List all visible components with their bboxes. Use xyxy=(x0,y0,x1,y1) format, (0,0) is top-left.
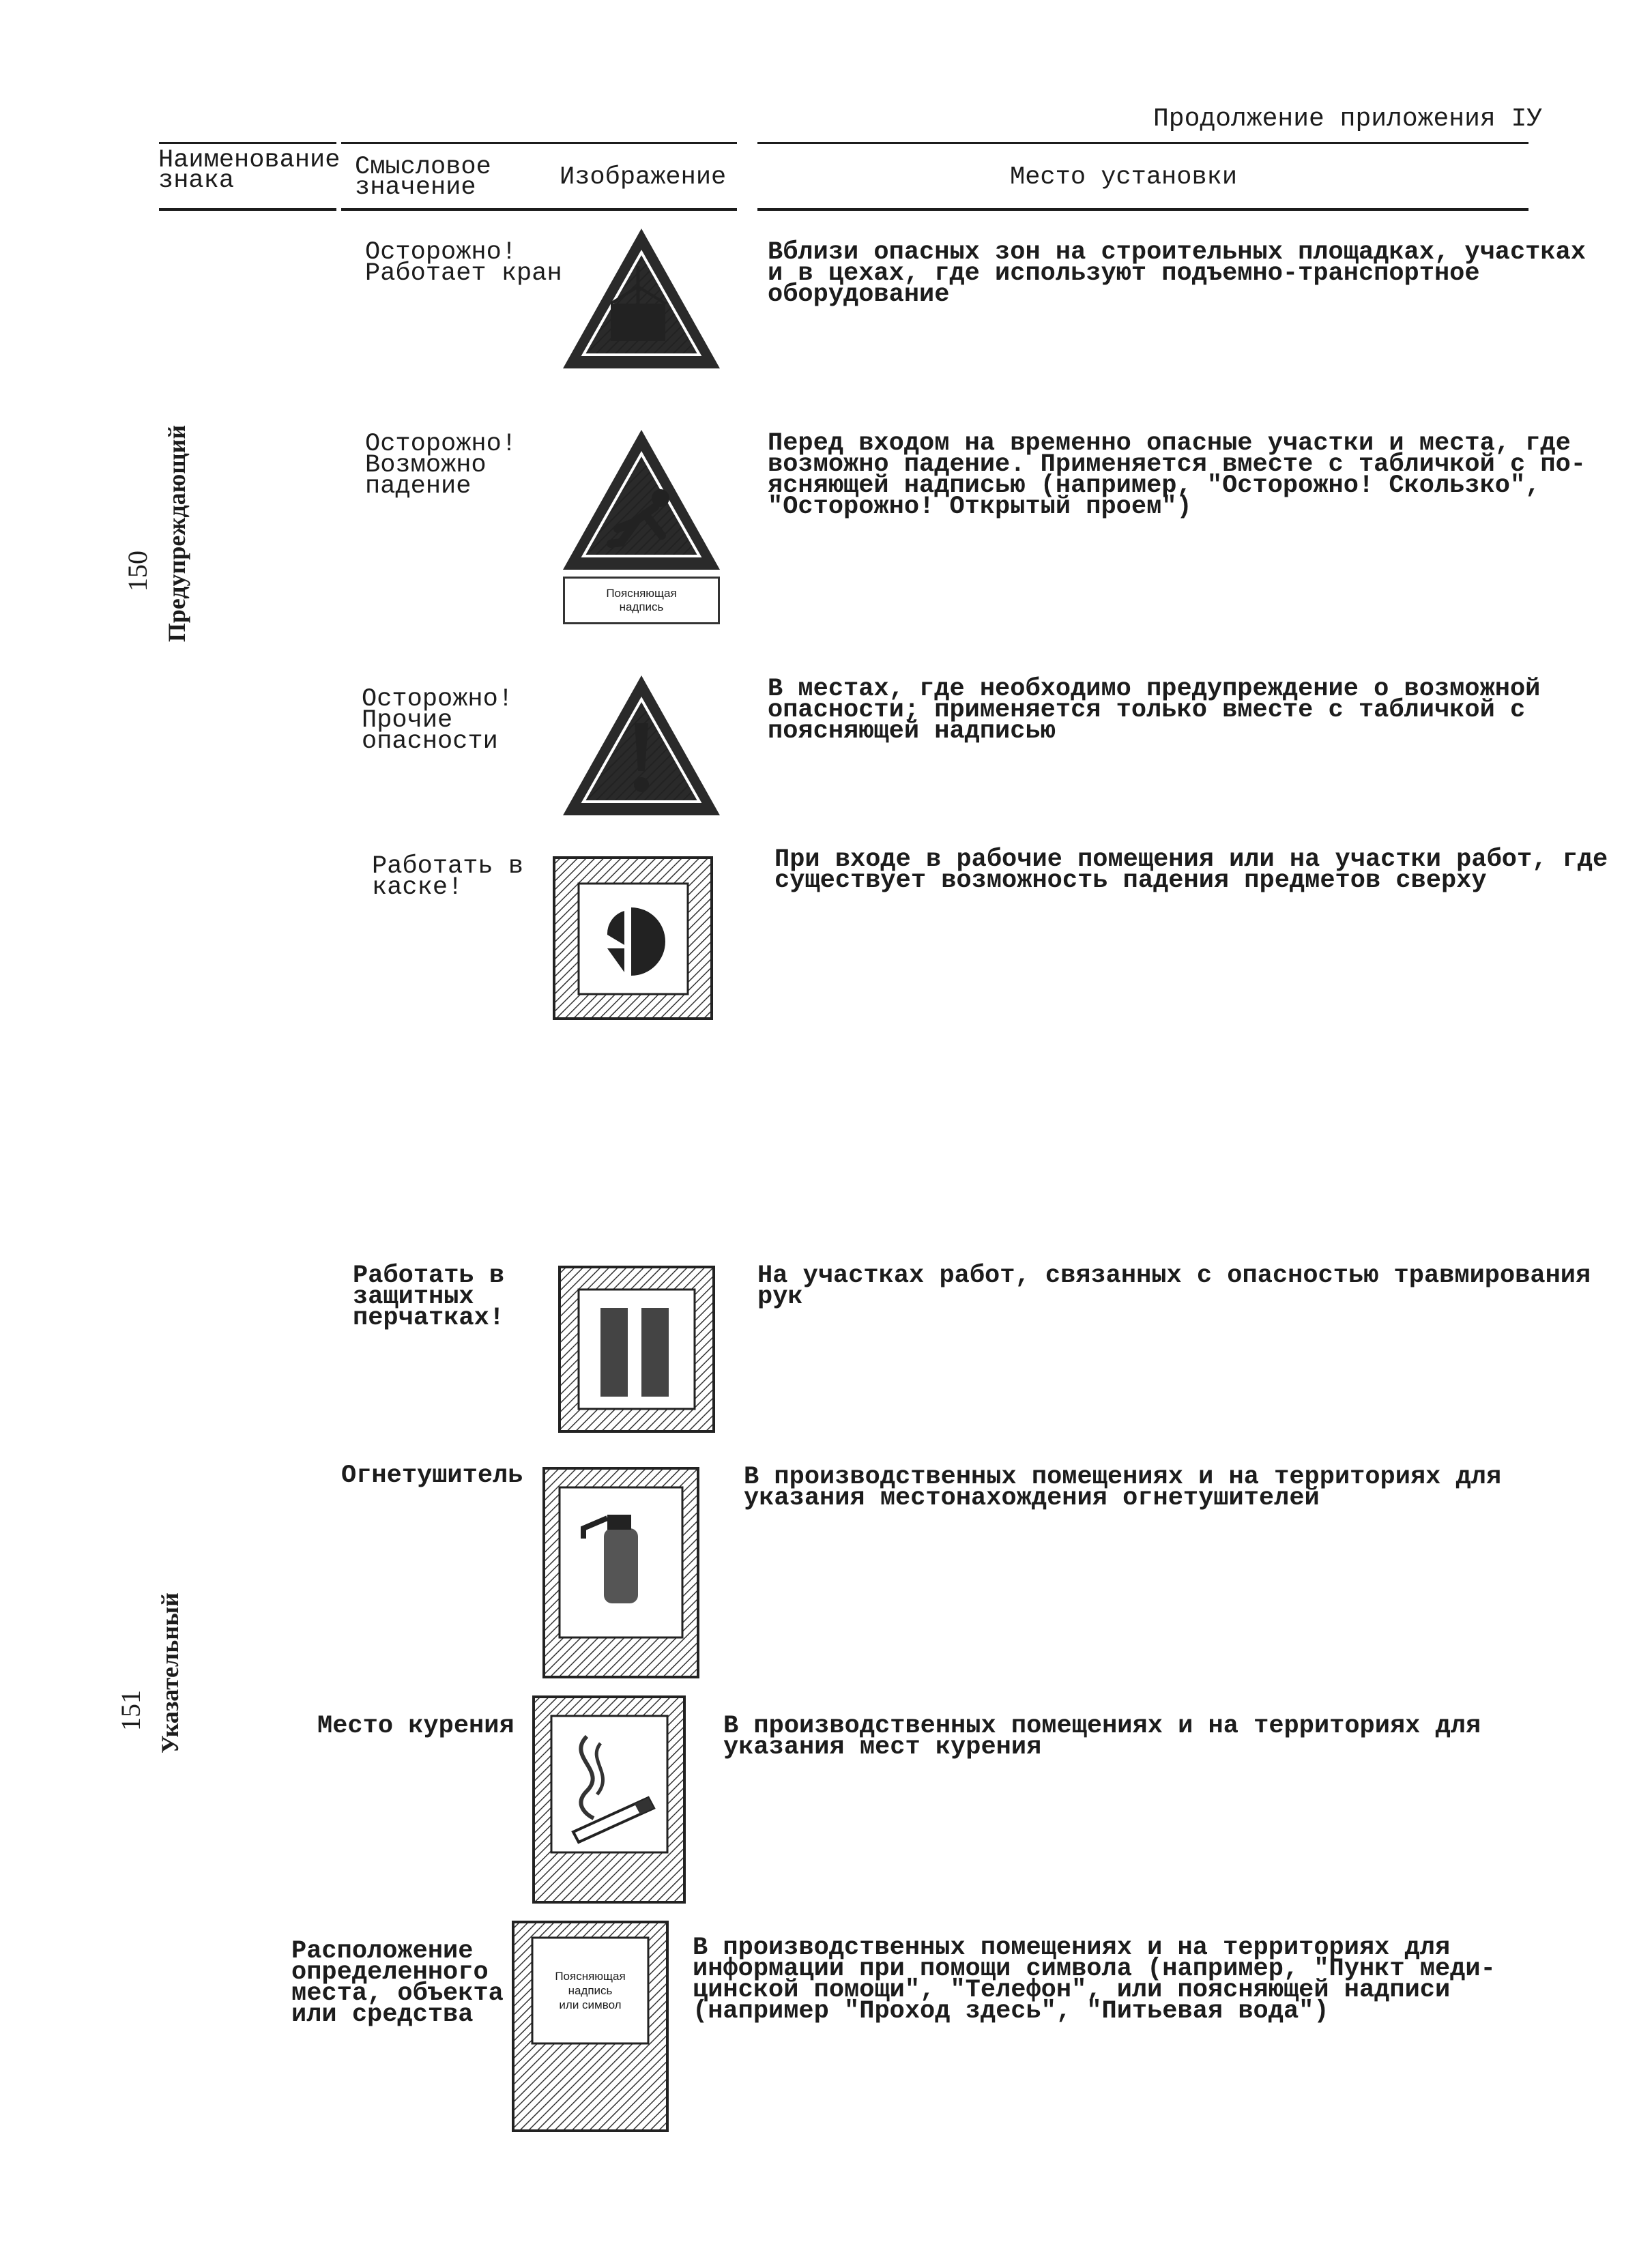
column-header-meaning: Смысловое значение xyxy=(355,153,491,202)
row-meaning: Осторожно! Работает кран xyxy=(365,238,562,288)
column-header-image: Изображение xyxy=(560,163,727,192)
header-rule-bottom-right xyxy=(757,208,1528,211)
page-number-150: 150 xyxy=(122,551,153,592)
fall-warning-icon xyxy=(560,426,723,573)
cigarette-icon xyxy=(532,1695,686,1904)
row-place: В производственных помещениях и на территориях для указания мест курения xyxy=(723,1712,1481,1762)
explanatory-plate xyxy=(563,577,720,624)
header-rule-bottom-left xyxy=(159,208,336,211)
row-place: На участках работ, связанных с опасностью травмирования рук xyxy=(757,1262,1591,1311)
header-rule-top-mid xyxy=(341,142,737,144)
row-meaning: Осторожно! Прочие опасности xyxy=(362,685,514,756)
exclamation-warning-icon xyxy=(560,672,723,819)
row-meaning: Расположение определенного места, объекта или средства xyxy=(291,1937,504,2029)
row-place: При входе в рабочие помещения или на участки работ, где существует возможность падения предметов сверху xyxy=(774,845,1608,895)
crane-warning-icon xyxy=(560,225,723,372)
group-label-warning: Предупреждающий xyxy=(163,424,190,643)
row-meaning: Осторожно! Возможно падение xyxy=(365,430,517,501)
group-label-indicating: Указательный xyxy=(156,1592,184,1753)
header-rule-bottom-mid xyxy=(341,208,737,211)
header-rule-top-right xyxy=(757,142,1528,144)
continuation-note: Продолжение приложения IУ xyxy=(1153,104,1543,134)
header-rule-top-left xyxy=(159,142,336,144)
fire-extinguisher-icon xyxy=(542,1467,699,1678)
row-place: Вблизи опасных зон на строительных площадках, участках и в цехах, где используют подъемно-транспортное оборудование xyxy=(768,238,1586,309)
explanatory-plate xyxy=(532,1938,648,2043)
row-place: В местах, где необходимо предупреждение о возможной опасности; применяется только вместе с табличкой с поясняющей надписью xyxy=(768,675,1541,746)
row-meaning: Работать в защитных перчатках! xyxy=(353,1262,505,1333)
row-meaning: Работать в каске! xyxy=(372,852,524,902)
gloves-icon xyxy=(558,1266,715,1433)
row-meaning: Огнетушитель xyxy=(341,1461,523,1490)
page-number-151: 151 xyxy=(115,1690,146,1731)
plate-text: Поясняющая надпись или символ xyxy=(555,1970,626,2011)
plate-text: Поясняющая надпись xyxy=(606,587,677,613)
row-place: В производственных помещениях и на территориях для указания местонахождения огнетушителей xyxy=(744,1463,1502,1513)
column-header-place: Место установки xyxy=(1010,163,1238,192)
column-header-name: Наименование знака xyxy=(158,146,340,195)
row-place: Перед входом на временно опасные участки и места, где возможно падение. Применяется вместе с табличкой с по- ясняющей надписью (например, "Осторожно! Скользко", "Осторожно! Открытый проем") xyxy=(768,429,1586,521)
row-meaning: Место курения xyxy=(317,1712,515,1741)
row-place: В производственных помещениях и на территориях для информации при помощи символа (например, "Пункт меди- цинской помощи", "Телефон", или поясняющей надписи (например "Проход здесь", "Питьевая вода") xyxy=(693,1934,1496,2026)
helmet-icon xyxy=(553,856,713,1020)
